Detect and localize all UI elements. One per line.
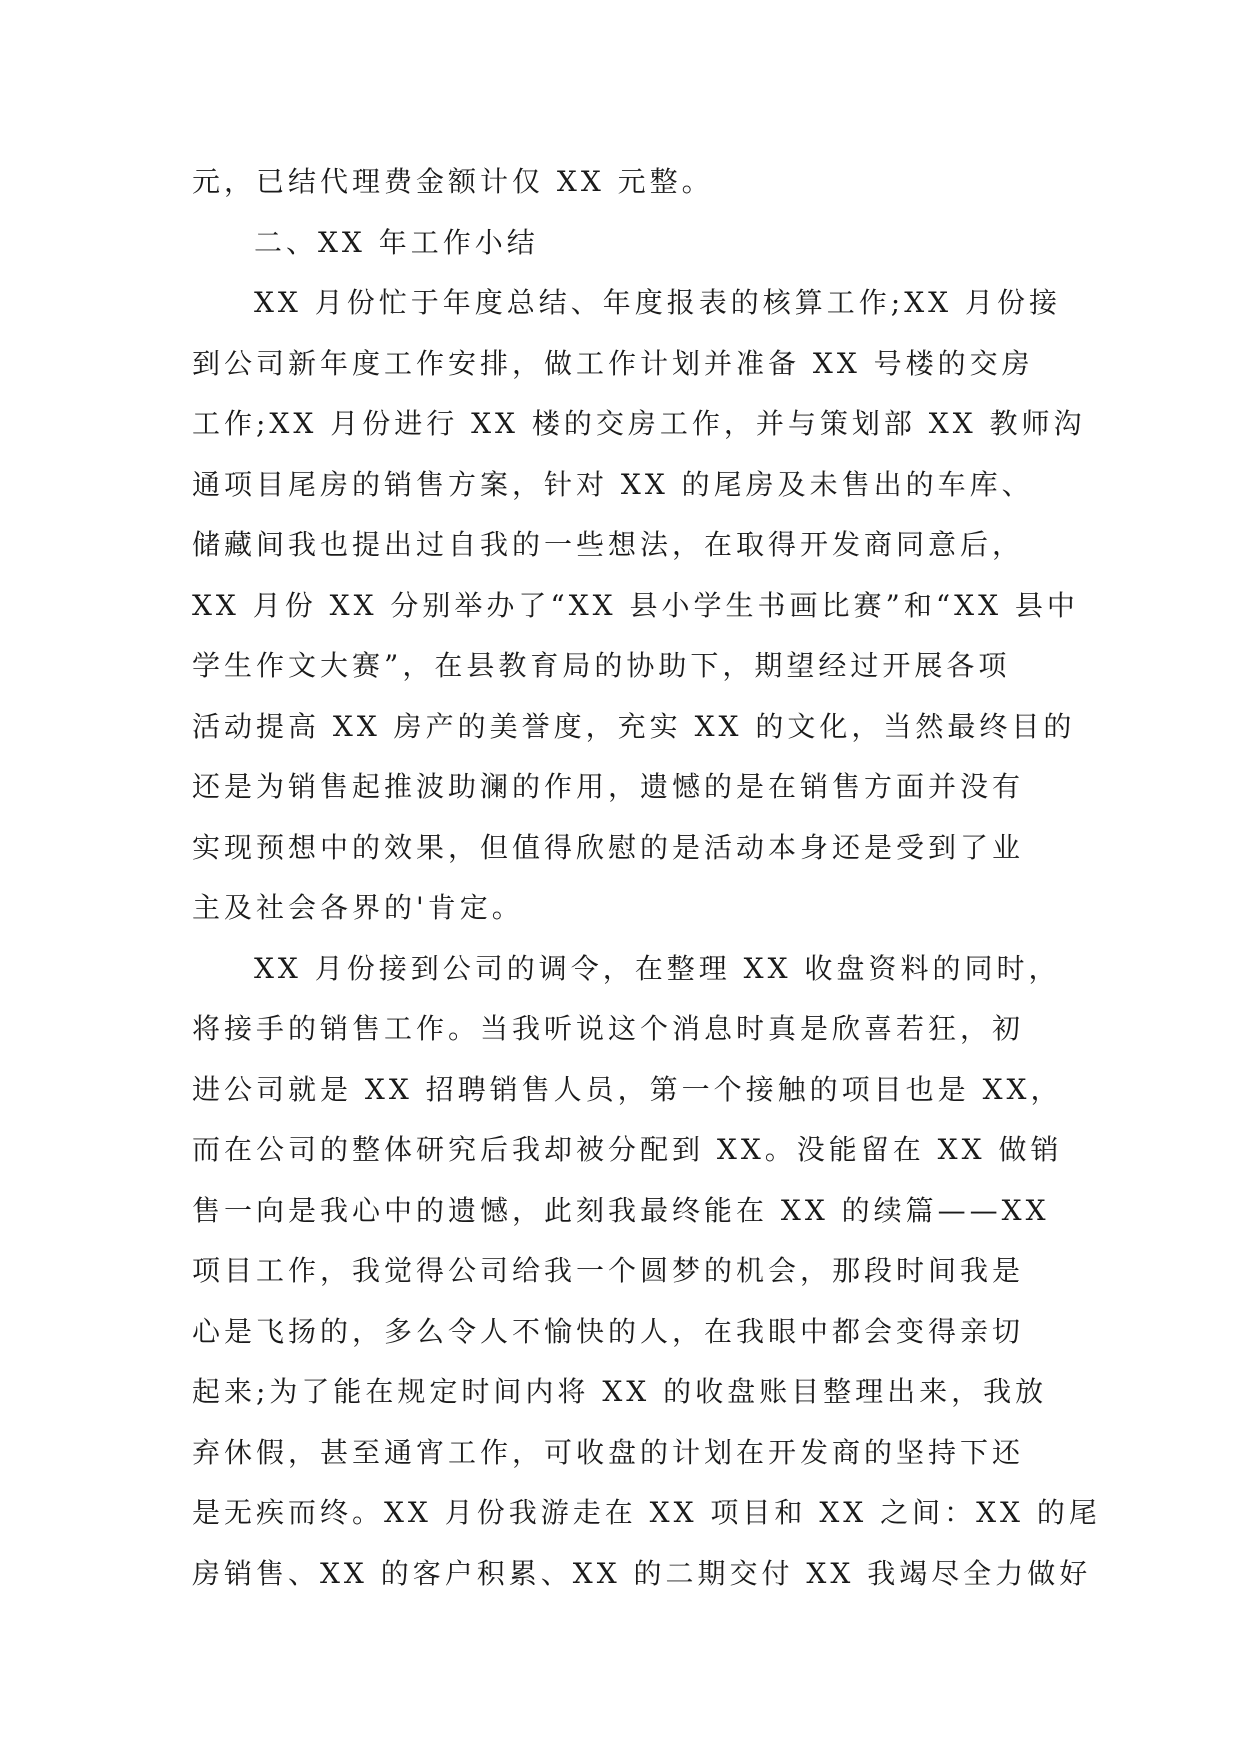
text-line: XX 月份 XX 分别举办了“XX 县小学生书画比赛”和“XX 县中 [192,588,1079,622]
text-line: 实现预想中的效果，但值得欣慰的是活动本身还是受到了业 [192,830,1025,864]
text-line: 通项目尾房的销售方案，针对 XX 的尾房及未售出的车库、 [192,467,1034,501]
document-body [192,152,1101,1604]
text-line: 储藏间我也提出过自我的一些想法，在取得开发商同意后， [192,528,1025,561]
text-line: 心是飞扬的，多么令人不愉快的人，在我眼中都会变得亲切 [192,1314,1025,1348]
text-line: 主及社会各界的'肯定。 [192,891,524,924]
text-line: 活动提高 XX 房产的美誉度，充实 XX 的文化，当然最终目的 [192,709,1076,743]
text-line: 是无疾而终。XX 月份我游走在 XX 项目和 XX 之间：XX 的尾 [192,1496,1101,1529]
text-line: XX 月份接到公司的调令，在整理 XX 收盘资料的同时， [254,951,1061,985]
text-line: XX 月份忙于年度总结、年度报表的核算工作;XX 月份接 [254,286,1061,319]
text-line: 起来;为了能在规定时间内将 XX 的收盘账目整理出来，我放 [192,1375,1048,1408]
text-line: 元，已结代理费金额计仅 XX 元整。 [192,165,714,198]
text-line: 项目工作，我觉得公司给我一个圆梦的机会，那段时间我是 [192,1254,1025,1287]
text-line: 而在公司的整体研究后我却被分配到 XX。没能留在 XX 做销 [192,1133,1063,1166]
section-heading: 二、XX 年工作小结 [254,225,539,259]
text-line: 弃休假，甚至通宵工作，可收盘的计划在开发商的坚持下还 [192,1435,1025,1469]
text-line: 到公司新年度工作安排，做工作计划并准备 XX 号楼的交房 [192,346,1034,380]
text-line: 房销售、XX 的客户积累、XX 的二期交付 XX 我竭尽全力做好 [192,1556,1092,1590]
text-line: 工作;XX 月份进行 XX 楼的交房工作，并与策划部 XX 教师沟 [192,407,1086,440]
text-line: 还是为销售起推波助澜的作用，遗憾的是在销售方面并没有 [192,770,1025,803]
text-line: 将接手的销售工作。当我听说这个消息时真是欣喜若狂，初 [192,1012,1025,1045]
text-line: 售一向是我心中的遗憾，此刻我最终能在 XX 的续篇——XX [192,1193,1050,1227]
text-line: 学生作文大赛”，在县教育局的协助下，期望经过开展各项 [192,649,1011,682]
text-line: 进公司就是 XX 招聘销售人员，第一个接触的项目也是 XX， [192,1072,1063,1106]
